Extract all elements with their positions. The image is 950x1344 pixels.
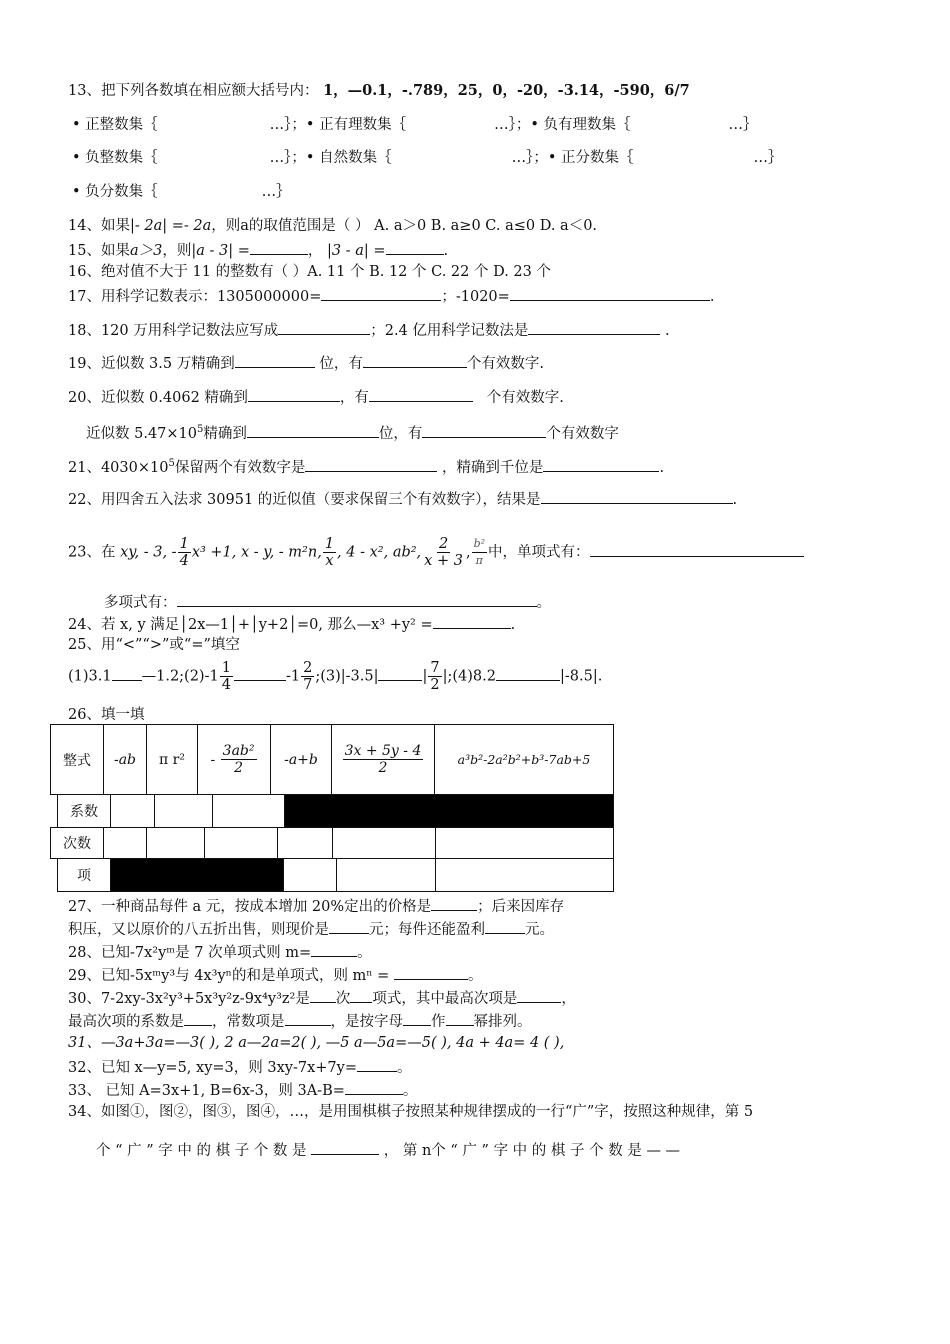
q33: 33、 已知 A=3x+1, B=6x-3，则 3A-B= 。 — [68, 1080, 417, 1100]
table-header-cell: π r² — [146, 724, 198, 795]
table-cell[interactable] — [277, 827, 333, 859]
q19: 19、近似数 3.5 万精确到 位，有 个有效数字. — [68, 353, 544, 373]
q13-sets-row3: • 负分数集｛ …｝ — [72, 184, 291, 200]
q18: 18、120 万用科学记数法应写成 ；2.4 亿用科学记数法是 . — [68, 320, 670, 340]
q23-frac2: $\frac{1}{x}$ — [324, 536, 335, 569]
q32: 32、已知 x—y=5, xy=3，则 3xy-7x+7y= 。 — [68, 1057, 412, 1077]
row-label-degree: 次数 — [50, 827, 104, 859]
table-cell[interactable] — [103, 827, 147, 859]
q25-title: 25、用“<”“>”或“=”填空 — [68, 637, 240, 653]
q15: 15、如果a＞3，则|a - 3| = ， |3 - a| = . — [68, 240, 448, 260]
q20b: 近似数 $5.47\times 10^5$精确到 位，有 个有效数字 — [86, 424, 619, 442]
q16: 16、绝对值不大于 11 的整数有（ ）A. 11 个 B. 12 个 C. 22 个 D. 23 个 — [68, 264, 551, 280]
table-header-cell: $\frac{3x + 5y - 4}{2}$ — [331, 724, 435, 795]
q27-line1: 27、一种商品每件 a 元，按成本增加 20%定出的价格是 ；后来因库存 — [68, 896, 564, 916]
q34-line2: 个 “ 广 ” 字 中 的 棋 子 个 数 是 ， 第 n个 “ 广 ” 字 中 的 棋 子 个 数 是 — — — [96, 1140, 680, 1160]
table-cell-shaded — [110, 858, 284, 892]
q25-frac2: $\frac{2}{7}$ — [303, 660, 313, 693]
q25-body: (1)3.1 —1.2;(2)-1 $\frac{1}{4}$ -1 $\frac{2}{7}$ ;(3)|-3.5| | $\frac{7}{2}$ |;(4)8.2 |-8.5|. — [68, 660, 603, 693]
table-cell[interactable] — [336, 858, 436, 892]
table-cell[interactable] — [146, 827, 205, 859]
table-cell[interactable] — [212, 794, 285, 828]
table-header-cell: -a+b — [270, 724, 332, 795]
q23: 23、在 xy, - 3, - $\frac{1}{4}$ x³ +1, x - y, - m²n, $\frac{1}{x}$ , 4 - x², ab², $\frac{2}{x + 3}$ , $\frac{\text{b²}}{\pi}$ 中，单项式有： — [68, 536, 804, 569]
q17: 17、用科学记数表示：1305000000= ；-1020= . — [68, 286, 714, 306]
q13-intro: 13、把下列各数填在相应额大括号内： 1，—0.1，-.789，25，0，-20，-3.14，-590，6/7 — [68, 82, 690, 99]
q30-line1: 30、7-2xy-3x²y³+5x³y²z-9x⁴y³z²是 次 项式，其中最高次项是 ， — [68, 988, 576, 1008]
q27-line2: 积压，又以原价的八五折出售，则现价是 元；每件还能盈利 元。 — [68, 919, 554, 939]
table-cell[interactable] — [110, 794, 155, 828]
table-header-cell: -ab — [103, 724, 147, 795]
q21: 21、$4030\times 10^5$保留两个有效数字是 ，精确到千位是 . — [68, 458, 665, 476]
q23-frac4: $\frac{\text{b²}}{\pi}$ — [473, 537, 486, 567]
table-header-cell: - $\frac{\text{3ab²}}{2}$ — [197, 724, 271, 795]
table-cell[interactable] — [283, 858, 337, 892]
q13-numbers: 1，—0.1，-.789，25，0，-20，-3.14，-590，6/7 — [323, 82, 690, 99]
q23-poly: 多项式有： 。 — [104, 592, 551, 612]
table-cell[interactable] — [435, 827, 614, 859]
q25-frac3: $\frac{7}{2}$ — [430, 660, 440, 693]
row-label-terms: 项 — [57, 858, 111, 892]
table-cell[interactable] — [154, 794, 213, 828]
q20: 20、近似数 0.4062 精确到 ，有 个有效数字. — [68, 387, 564, 407]
q22: 22、用四舍五入法求 30951 的近似值（要求保留三个有效数字），结果是 . — [68, 489, 737, 509]
q24: 24、若 x, y 满足│2x—1│+│y+2│=0, 那么—x³ +y² = . — [68, 614, 515, 634]
q13-sets-row2: • 负整数集｛ …｝；• 自然数集｛ …｝；• 正分数集｛ …｝ — [72, 150, 783, 166]
table-cell[interactable] — [435, 858, 614, 892]
q34-line1: 34、如图①，图②，图③，图④，…，是用围棋棋子按照某种规律摆成的一行“广”字，按照这种规律，第 5 — [68, 1104, 754, 1120]
q28: 28、已知-7x²yᵐ是 7 次单项式则 m= 。 — [68, 942, 372, 962]
q26-title: 26、填一填 — [68, 707, 145, 723]
q30-line2: 最高次项的系数是 ，常数项是 ，是按字母 作 幂排列。 — [68, 1011, 532, 1031]
table-header-cell: a³b²-2a²b²+b³-7ab+5 — [434, 724, 614, 795]
q13-sets-row1: • 正整数集｛ …｝；• 正有理数集｛ …｝；• 负有理数集｛ …｝ — [72, 117, 758, 133]
table-header-cell: 整式 — [50, 724, 104, 795]
table-cell[interactable] — [204, 827, 278, 859]
q31: 31、—3a+3a=—3( ), 2 a—2a=2( ), —5 a—5a=—5( ), 4a + 4a= 4 ( ), — [68, 1035, 565, 1051]
q25-frac1: $\frac{1}{4}$ — [221, 660, 231, 693]
table-cell[interactable] — [332, 827, 436, 859]
row-label-coefficient: 系数 — [57, 794, 111, 828]
table-cell-shaded — [284, 794, 614, 828]
q14: 14、如果|- 2a| =- 2a，则a的取值范围是（ ） A. a＞0 B. a≥0 C. a≤0 D. a＜0. — [68, 218, 598, 234]
q29: 29、已知-5xᵐy³与 4x³yⁿ的和是单项式，则 mⁿ = 。 — [68, 965, 482, 985]
q23-frac1: $\frac{1}{4}$ — [179, 536, 189, 569]
q23-frac3: $\frac{2}{x + 3}$ — [424, 536, 463, 569]
